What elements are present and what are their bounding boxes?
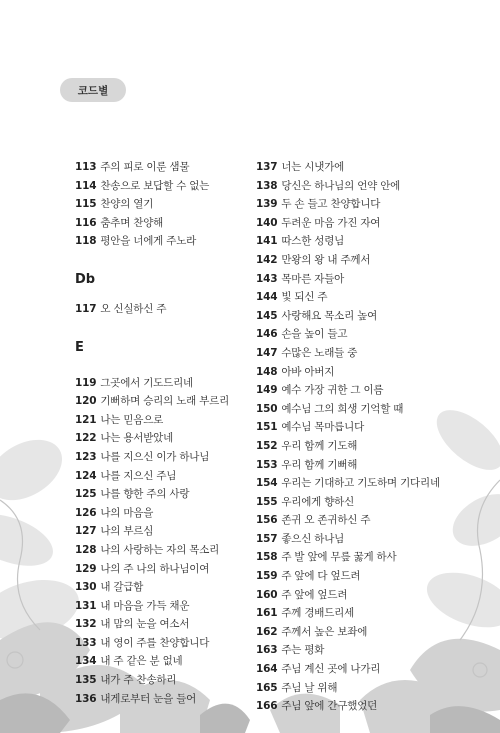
song-number: 113 <box>75 161 97 173</box>
song-row <box>75 374 275 393</box>
song-number: 140 <box>256 216 278 229</box>
song-row <box>75 485 275 504</box>
song-title: 우리는 기대하고 기도하며 기다리네 <box>281 477 440 490</box>
song-number: 126 <box>75 506 97 519</box>
song-title: 예수님 목마릅니다 <box>281 421 365 434</box>
song-row <box>75 300 275 319</box>
song-number: 141 <box>256 235 278 248</box>
song-row <box>256 344 456 363</box>
song-title: 따스한 성령님 <box>281 235 345 248</box>
song-number: 151 <box>256 421 278 434</box>
song-number: 166 <box>256 700 278 713</box>
song-title: 나의 사랑하는 자의 목소리 <box>100 543 220 556</box>
song-number: 132 <box>75 618 97 631</box>
song-number: 119 <box>75 376 97 389</box>
song-title: 당신은 하나님의 언약 안에 <box>281 179 401 192</box>
song-row <box>75 578 275 597</box>
song-title: 존귀 오 존귀하신 주 <box>281 514 371 527</box>
song-number: 124 <box>75 469 97 482</box>
song-number: 139 <box>256 198 278 211</box>
song-row <box>256 548 456 567</box>
song-row <box>256 586 456 605</box>
song-row <box>256 697 456 716</box>
song-number: 143 <box>256 272 278 285</box>
song-row <box>75 448 275 467</box>
song-row <box>75 392 275 411</box>
song-number: 138 <box>256 179 278 192</box>
song-row <box>256 567 456 586</box>
song-row <box>75 429 275 448</box>
song-title: 주는 평화 <box>281 644 325 657</box>
song-title: 내게로부터 눈을 들어 <box>100 692 197 705</box>
song-title: 평안을 너에게 주노라 <box>100 235 197 248</box>
song-number: 150 <box>256 402 278 415</box>
song-row <box>75 652 275 671</box>
song-title: 기뻐하며 승리의 노래 부르리 <box>100 395 230 408</box>
song-row <box>256 195 456 214</box>
song-list-right-column <box>256 158 456 716</box>
song-title: 내 갈급함 <box>100 581 144 594</box>
song-row <box>75 195 278 214</box>
song-row <box>256 530 456 549</box>
song-number: 117 <box>75 302 97 315</box>
song-number: 121 <box>75 413 97 426</box>
song-title: 좋으신 하나님 <box>281 532 345 545</box>
song-number: 152 <box>256 439 278 452</box>
song-title: 나는 용서받았네 <box>100 432 174 445</box>
song-number: 158 <box>256 551 278 564</box>
song-number: 129 <box>75 562 97 575</box>
song-number: 163 <box>256 644 278 657</box>
key-heading-e: E <box>75 339 84 355</box>
song-row <box>256 400 456 419</box>
song-number: 156 <box>256 514 278 527</box>
song-title: 나의 주 나의 하나님이여 <box>100 562 210 575</box>
song-title: 주님 앞에 간구했었던 <box>281 700 378 713</box>
song-number: 120 <box>75 395 97 408</box>
song-title: 내 마음을 가득 채운 <box>100 599 190 612</box>
song-number: 146 <box>256 328 278 341</box>
song-row <box>75 467 275 486</box>
song-title: 주 앞에 엎드려 <box>281 588 348 601</box>
song-title: 두려운 마음 가진 자여 <box>281 216 381 229</box>
song-number: 165 <box>256 681 278 694</box>
song-title: 나를 향한 주의 사랑 <box>100 488 190 501</box>
song-row <box>75 214 278 233</box>
song-number: 155 <box>256 495 278 508</box>
song-row <box>256 214 456 233</box>
song-row <box>256 381 456 400</box>
song-title: 나의 마음을 <box>100 506 154 519</box>
key-heading-db: Db <box>75 271 96 287</box>
song-row <box>256 604 456 623</box>
song-number: 116 <box>75 216 97 229</box>
song-number: 135 <box>75 674 97 687</box>
song-row <box>256 511 456 530</box>
song-row <box>75 615 275 634</box>
song-number: 161 <box>256 607 278 620</box>
song-number: 154 <box>256 477 278 490</box>
song-row <box>256 418 456 437</box>
song-number: 127 <box>75 525 97 538</box>
song-row <box>256 641 456 660</box>
song-title: 예수 가장 귀한 그 이름 <box>281 384 384 397</box>
song-row <box>256 158 456 177</box>
song-row <box>75 522 275 541</box>
song-row <box>256 623 456 642</box>
song-number: 160 <box>256 588 278 601</box>
song-number: 133 <box>75 636 97 649</box>
song-number: 125 <box>75 488 97 501</box>
code-category-tab: 코드별 <box>60 78 126 102</box>
song-title: 만왕의 왕 내 주께서 <box>281 253 371 266</box>
song-title: 아바 아버지 <box>281 365 335 378</box>
song-title: 내 주 같은 분 없네 <box>100 655 183 668</box>
song-number: 137 <box>256 161 278 173</box>
song-title: 나를 지으신 주님 <box>100 469 177 482</box>
song-row <box>75 411 275 430</box>
song-row <box>75 158 278 177</box>
song-row <box>256 270 456 289</box>
song-row <box>256 251 456 270</box>
song-title: 내 맘의 눈을 여소서 <box>100 618 190 631</box>
song-title: 예수님 그의 희생 기억할 때 <box>281 402 404 415</box>
song-number: 122 <box>75 432 97 445</box>
song-number: 157 <box>256 532 278 545</box>
song-number: 145 <box>256 309 278 322</box>
song-title: 주 앞에 다 엎드려 <box>281 570 361 583</box>
song-title: 오 신실하신 주 <box>100 302 167 315</box>
song-row <box>256 679 456 698</box>
song-title: 그곳에서 기도드리네 <box>100 376 193 389</box>
song-number: 142 <box>256 253 278 266</box>
song-row <box>256 660 456 679</box>
song-title: 목마른 자들아 <box>281 272 345 285</box>
song-title: 주의 피로 이룬 샘물 <box>100 161 190 173</box>
song-title: 찬양의 열기 <box>100 198 154 211</box>
song-title: 빛 되신 주 <box>281 291 328 304</box>
song-title: 주님 계신 곳에 나가리 <box>281 663 381 676</box>
song-number: 159 <box>256 570 278 583</box>
song-title: 수많은 노래들 중 <box>281 346 358 359</box>
song-title: 두 손 들고 찬양합니다 <box>281 198 381 211</box>
song-title: 주님 날 위해 <box>281 681 338 694</box>
song-title: 너는 시냇가에 <box>281 161 345 173</box>
song-number: 164 <box>256 663 278 676</box>
song-number: 114 <box>75 179 97 192</box>
song-row <box>256 177 456 196</box>
song-row <box>256 288 456 307</box>
song-row <box>75 634 275 653</box>
song-row <box>75 504 275 523</box>
song-row <box>75 177 278 196</box>
song-row <box>256 493 456 512</box>
song-title: 사랑해요 목소리 높여 <box>281 309 378 322</box>
song-title: 찬송으로 보답할 수 없는 <box>100 179 210 192</box>
song-title: 내가 주 찬송하리 <box>100 674 177 687</box>
song-row <box>75 690 275 709</box>
song-title: 우리에게 향하신 <box>281 495 355 508</box>
song-row <box>75 671 275 690</box>
song-list-left-column <box>75 158 278 708</box>
song-title: 나는 믿음으로 <box>100 413 164 426</box>
song-row <box>256 363 456 382</box>
song-title: 춤추며 찬양해 <box>100 216 164 229</box>
song-title: 주께 경배드리세 <box>281 607 355 620</box>
song-number: 153 <box>256 458 278 471</box>
song-title: 내 영이 주를 찬양합니다 <box>100 636 210 649</box>
song-title: 손을 높이 들고 <box>281 328 348 341</box>
song-row <box>75 597 275 616</box>
song-row <box>256 437 456 456</box>
song-row <box>256 456 456 475</box>
song-title: 우리 함께 기도해 <box>281 439 358 452</box>
song-number: 136 <box>75 692 97 705</box>
song-number: 130 <box>75 581 97 594</box>
song-number: 134 <box>75 655 97 668</box>
song-row <box>256 307 456 326</box>
song-row <box>256 474 456 493</box>
song-number: 162 <box>256 625 278 638</box>
song-number: 147 <box>256 346 278 359</box>
song-number: 131 <box>75 599 97 612</box>
song-row <box>256 232 456 251</box>
song-title: 주께서 높은 보좌에 <box>281 625 368 638</box>
song-row <box>75 560 275 579</box>
song-number: 144 <box>256 291 278 304</box>
song-title: 주 발 앞에 무릎 꿇게 하사 <box>281 551 397 564</box>
song-number: 118 <box>75 235 97 248</box>
song-number: 149 <box>256 384 278 397</box>
song-row <box>75 541 275 560</box>
song-number: 148 <box>256 365 278 378</box>
song-title: 우리 함께 기뻐해 <box>281 458 358 471</box>
song-number: 123 <box>75 450 97 463</box>
song-row <box>256 325 456 344</box>
song-title: 나를 지으신 이가 하나님 <box>100 450 210 463</box>
song-number: 115 <box>75 198 97 211</box>
song-row <box>75 232 278 251</box>
song-number: 128 <box>75 543 97 556</box>
song-title: 나의 부르심 <box>100 525 154 538</box>
